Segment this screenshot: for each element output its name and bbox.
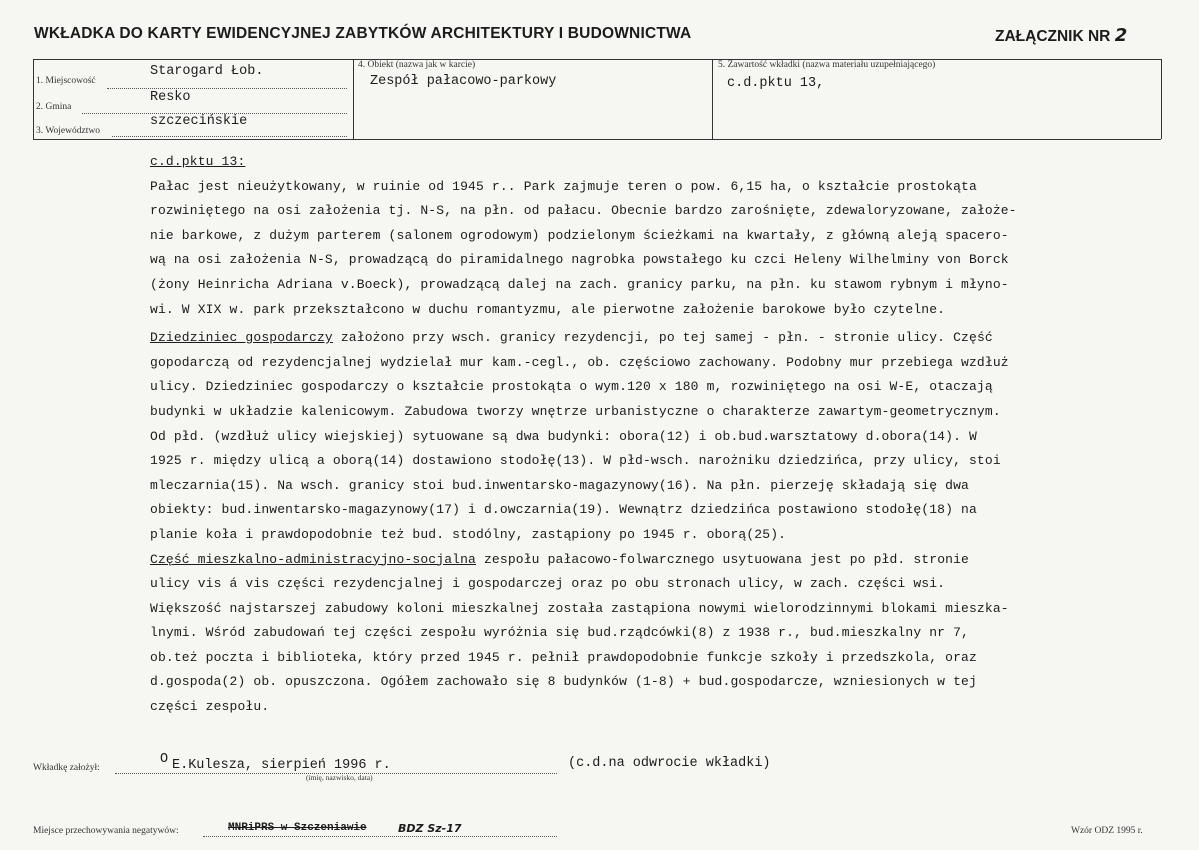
text-line: budynki w układzie kalenicowym. Zabudowa tworzy wnętrze urbanistyczne o charakterze zawartym-geometrycznym.: [150, 403, 1001, 419]
text-line: rozwiniętego na osi założenia tj. N-S, na płn. od pałacu. Obecnie bardzo zarośnięte, zdewaloryzowane, założe-: [150, 203, 1017, 219]
divider-rule-2: [712, 59, 713, 139]
negatywy-hand: BDZ Sz-17: [398, 822, 462, 835]
text-line: ulicy. Dziedziniec gospodarczy o kształcie prostokąta o wym.120 x 180 m, rozwiniętego na osi W-E, otaczają: [150, 379, 993, 395]
paragraph-dziedziniec: [150, 326, 1080, 547]
header-bottom-rule: [33, 139, 1161, 140]
gmina-label: 2. Gmina: [36, 102, 72, 112]
gmina-value: Resko: [150, 90, 191, 105]
body-text: [150, 150, 1080, 720]
right-rule: [1161, 59, 1162, 139]
text-line: części zespołu.: [150, 699, 270, 715]
text-line: 1925 r. między ulicą a oborą(14) dostawiono stodołę(13). W płd-wsch. narożniku dziedzińca, przy ulicy, stoi: [150, 453, 1001, 469]
obiekt-label: 4. Obiekt (nazwa jak w karcie): [358, 60, 476, 70]
text-line: lnymi. Wśród zabudowań tej części zespołu wyróżnia się bud.rządcówki(8) z 1938 r., bud.mieszkalny nr 7,: [150, 625, 969, 641]
miejscowosc-label: 1. Miejscowość: [36, 76, 96, 86]
obiekt-value: Zespół pałacowo-parkowy: [370, 74, 557, 89]
body-heading: c.d.pktu 13:: [150, 154, 246, 169]
negatywy-label: Miejsce przechowywania negatywów:: [33, 826, 179, 836]
continuation-note: (c.d.na odwrocie wkładki): [568, 756, 771, 771]
text-line: wą na osi założenia N-S, prowadzącą do piramidalnego nagrobka powstałego ku czci Heleny Wilhelminy von Borck: [150, 252, 1009, 268]
text-line: obiekty: bud.inwentarsko-magazynowy(17) i d.owczarnia(19). Wewnątrz dziedzińca postawiono stodołę(18) na: [150, 502, 977, 518]
text-line: nie barkowe, z dużym parterem (salonem ogrodowym) podzielonym ścieżkami na kwartały, z główną aleją spacero-: [150, 227, 1009, 243]
text-line: [150, 548, 1080, 573]
text-line: Pałac jest nieużytkowany, w ruinie od 1945 r.. Park zajmuje teren o pow. 6,15 ha, o kształcie prostokąta: [150, 178, 977, 194]
zalozyl-label: Wkładkę założył:: [33, 763, 100, 773]
wojewodztwo-dots: [112, 136, 347, 137]
top-rule: [33, 59, 1161, 60]
negatywy-dots: [203, 836, 557, 837]
paragraph-mieszkalna: [150, 548, 1080, 720]
zalozyl-prefix: O: [160, 752, 169, 767]
text-line: mleczarnia(15). Na wsch. granicy stoi bud.inwentarsko-magazynowy(16). Na płn. pierzeję składają się dwa: [150, 477, 969, 493]
zawartosc-label: 5. Zawartość wkładki (nazwa materiału uzupełniającego): [718, 60, 936, 70]
text-line: ob.też poczta i biblioteka, który przed 1945 r. pełnił prawdopodobnie funkcje szkoły i przedszkola, oraz: [150, 649, 977, 665]
miejscowosc-dots: [107, 88, 347, 89]
text-line: wi. W XIX w. park przekształcono w duchu romantyzmu, ale pierwotne założenie barokowe było czytelne.: [150, 301, 946, 317]
attachment-number-value: 2: [1114, 25, 1128, 46]
section-heading-mieszkalna: Część mieszkalno-administracyjno-socjalna: [150, 551, 477, 567]
attachment-number: [995, 25, 1127, 46]
wojewodztwo-value: szczecińskie: [150, 114, 248, 129]
section-heading-dziedziniec: Dziedziniec gospodarczy: [150, 330, 333, 346]
text-line: (żony Heinricha Adriana v.Boeck), prowadzącą dalej na zach. granicy parku, na płn. ku stawom rybnym i młyno-: [150, 276, 1009, 292]
paragraph-park: [150, 175, 1080, 323]
miejscowosc-value: Starogard Łob.: [150, 64, 264, 79]
zawartosc-value: c.d.pktu 13,: [727, 76, 825, 91]
text-span: założono przy wsch. granicy rezydencji, po tej samej - płn. - stronie ulicy. Część: [332, 330, 993, 346]
wojewodztwo-label: 3. Województwo: [36, 126, 100, 136]
text-span: zespołu pałacowo-folwarcznego usytuowana jest po płd. stronie: [476, 551, 969, 567]
left-rule: [33, 59, 34, 139]
text-line: ulicy vis á vis części rezydencjalnej i gospodarczej oraz po obu stronach ulicy, w zach. części wsi.: [150, 576, 946, 592]
form-title: WKŁADKA DO KARTY EWIDENCYJNEJ ZABYTKÓW ARCHITEKTURY I BUDOWNICTWA: [34, 25, 692, 42]
divider-rule-1: [353, 59, 354, 139]
wzor-label: Wzór ODZ 1995 r.: [1071, 826, 1143, 836]
attachment-label: ZAŁĄCZNIK NR: [995, 28, 1111, 45]
zalozyl-value: E.Kulesza, sierpień 1996 r.: [172, 758, 391, 773]
negatywy-struck: MNRiPRS w Szczeniawie: [228, 822, 367, 834]
text-line: Od płd. (wzdłuż ulicy wiejskiej) sytuowane są dwa budynki: obora(12) i ob.bud.warsztatowy d.obora(14). W: [150, 428, 977, 444]
zalozyl-hint: (imię, nazwisko, data): [306, 773, 373, 782]
text-line: [150, 326, 1080, 351]
text-line: planie koła i prawdopodobnie też bud. stodólny, zastąpiony po 1945 r. oborą(25).: [150, 526, 787, 542]
text-line: d.gospoda(2) ob. opuszczona. Ogółem zachowało się 8 budynków (1-8) + bud.gospodarcze, wzniesionych w tej: [150, 674, 977, 690]
text-line: Większość najstarszej zabudowy koloni mieszkalnej została zastąpiona nowymi wielorodzinnymi blokami mieszka-: [150, 600, 1009, 616]
text-line: gopodarczą od rezydencjalnej wydzielał mur kam.-cegl., ob. częściowo zachowany. Podobny mur przebiega wzdłuż: [150, 354, 1009, 370]
